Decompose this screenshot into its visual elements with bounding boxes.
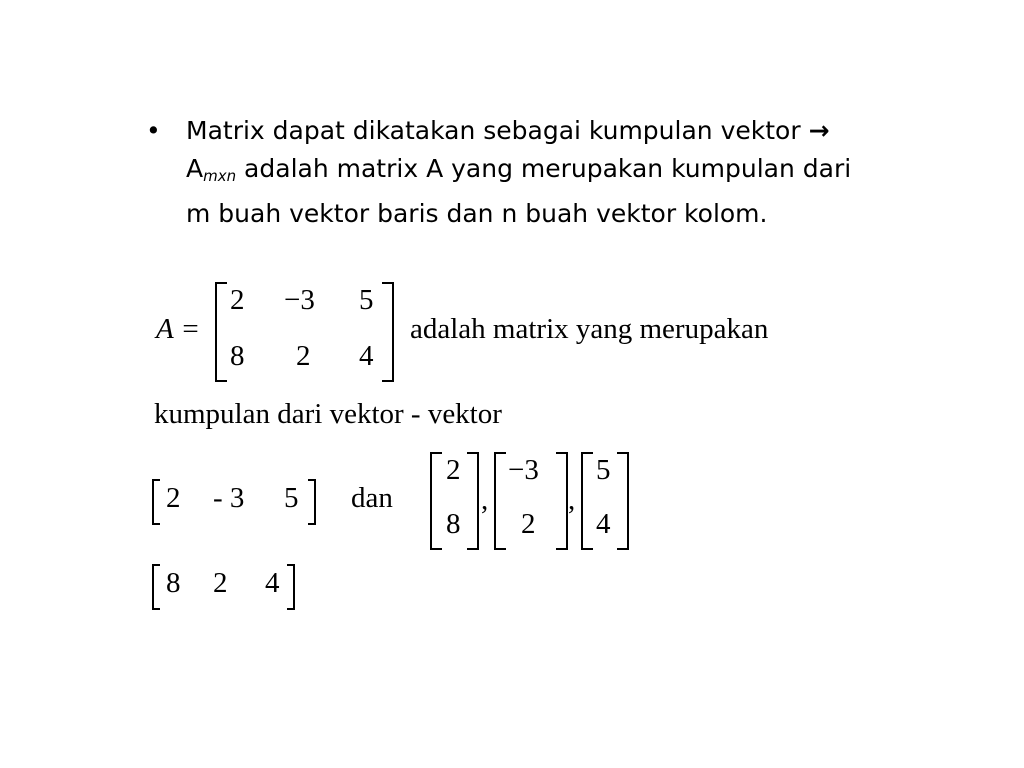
- column-vector-cell: 2: [521, 508, 536, 540]
- column-vector-right-bracket: [617, 452, 629, 550]
- bullet-line-2-text: adalah matrix A yang merupakan kumpulan dari: [236, 154, 852, 183]
- column-vector-right-bracket: [467, 452, 479, 550]
- column-vector-left-bracket: [494, 452, 506, 550]
- column-vector-cell: 2: [446, 454, 461, 486]
- comma: ,: [568, 484, 576, 516]
- row-vector-cell: 4: [265, 567, 280, 599]
- matrix-cell: 8: [230, 340, 245, 372]
- column-vector-cell: 4: [596, 508, 611, 540]
- column-vector-cell: −3: [508, 454, 539, 486]
- bullet-line-1: [186, 112, 926, 150]
- matrix-cell: 2: [230, 284, 245, 316]
- column-vector-cell: 8: [446, 508, 461, 540]
- equation-continuation: kumpulan dari vektor - vektor: [154, 398, 502, 430]
- row-vector-cell: 5: [284, 482, 299, 514]
- column-vector-right-bracket: [556, 452, 568, 550]
- equation-lhs: [156, 313, 200, 346]
- row-vector-cell: 2: [166, 482, 181, 514]
- bullet-line-2: [186, 150, 926, 195]
- equation-description: adalah matrix yang merupakan: [410, 313, 769, 345]
- matrix-subscript: mxn: [203, 167, 237, 185]
- row-vector-left-bracket: [152, 479, 160, 525]
- column-vector-cell: 5: [596, 454, 611, 486]
- comma: ,: [481, 484, 489, 516]
- column-vector-left-bracket: [430, 452, 442, 550]
- matrix-cell: 2: [296, 340, 311, 372]
- row-vector-left-bracket: [152, 564, 160, 610]
- connector-text: dan: [351, 482, 393, 514]
- row-vector-cell: 8: [166, 567, 181, 599]
- matrix-cell: −3: [284, 284, 315, 316]
- column-vector-left-bracket: [581, 452, 593, 550]
- row-vector-right-bracket: [287, 564, 295, 610]
- bullet-line-3: m buah vektor baris dan n buah vektor kolom.: [186, 199, 768, 228]
- row-vector-cell: - 3: [213, 482, 245, 514]
- bullet-line-1-text: Matrix dapat dikatakan sebagai kumpulan vektor: [186, 116, 809, 145]
- equation-lhs-text: A =: [156, 313, 201, 345]
- bullet-dot-icon: •: [146, 116, 161, 145]
- row-vector-right-bracket: [308, 479, 316, 525]
- matrix-right-bracket: [382, 282, 394, 382]
- right-arrow-icon: →: [808, 116, 830, 145]
- matrix-cell: 4: [359, 340, 374, 372]
- matrix-cell: 5: [359, 284, 374, 316]
- bullet-text: [186, 112, 926, 233]
- row-vector-cell: 2: [213, 567, 228, 599]
- matrix-left-bracket: [215, 282, 227, 382]
- matrix-name: A: [186, 154, 204, 183]
